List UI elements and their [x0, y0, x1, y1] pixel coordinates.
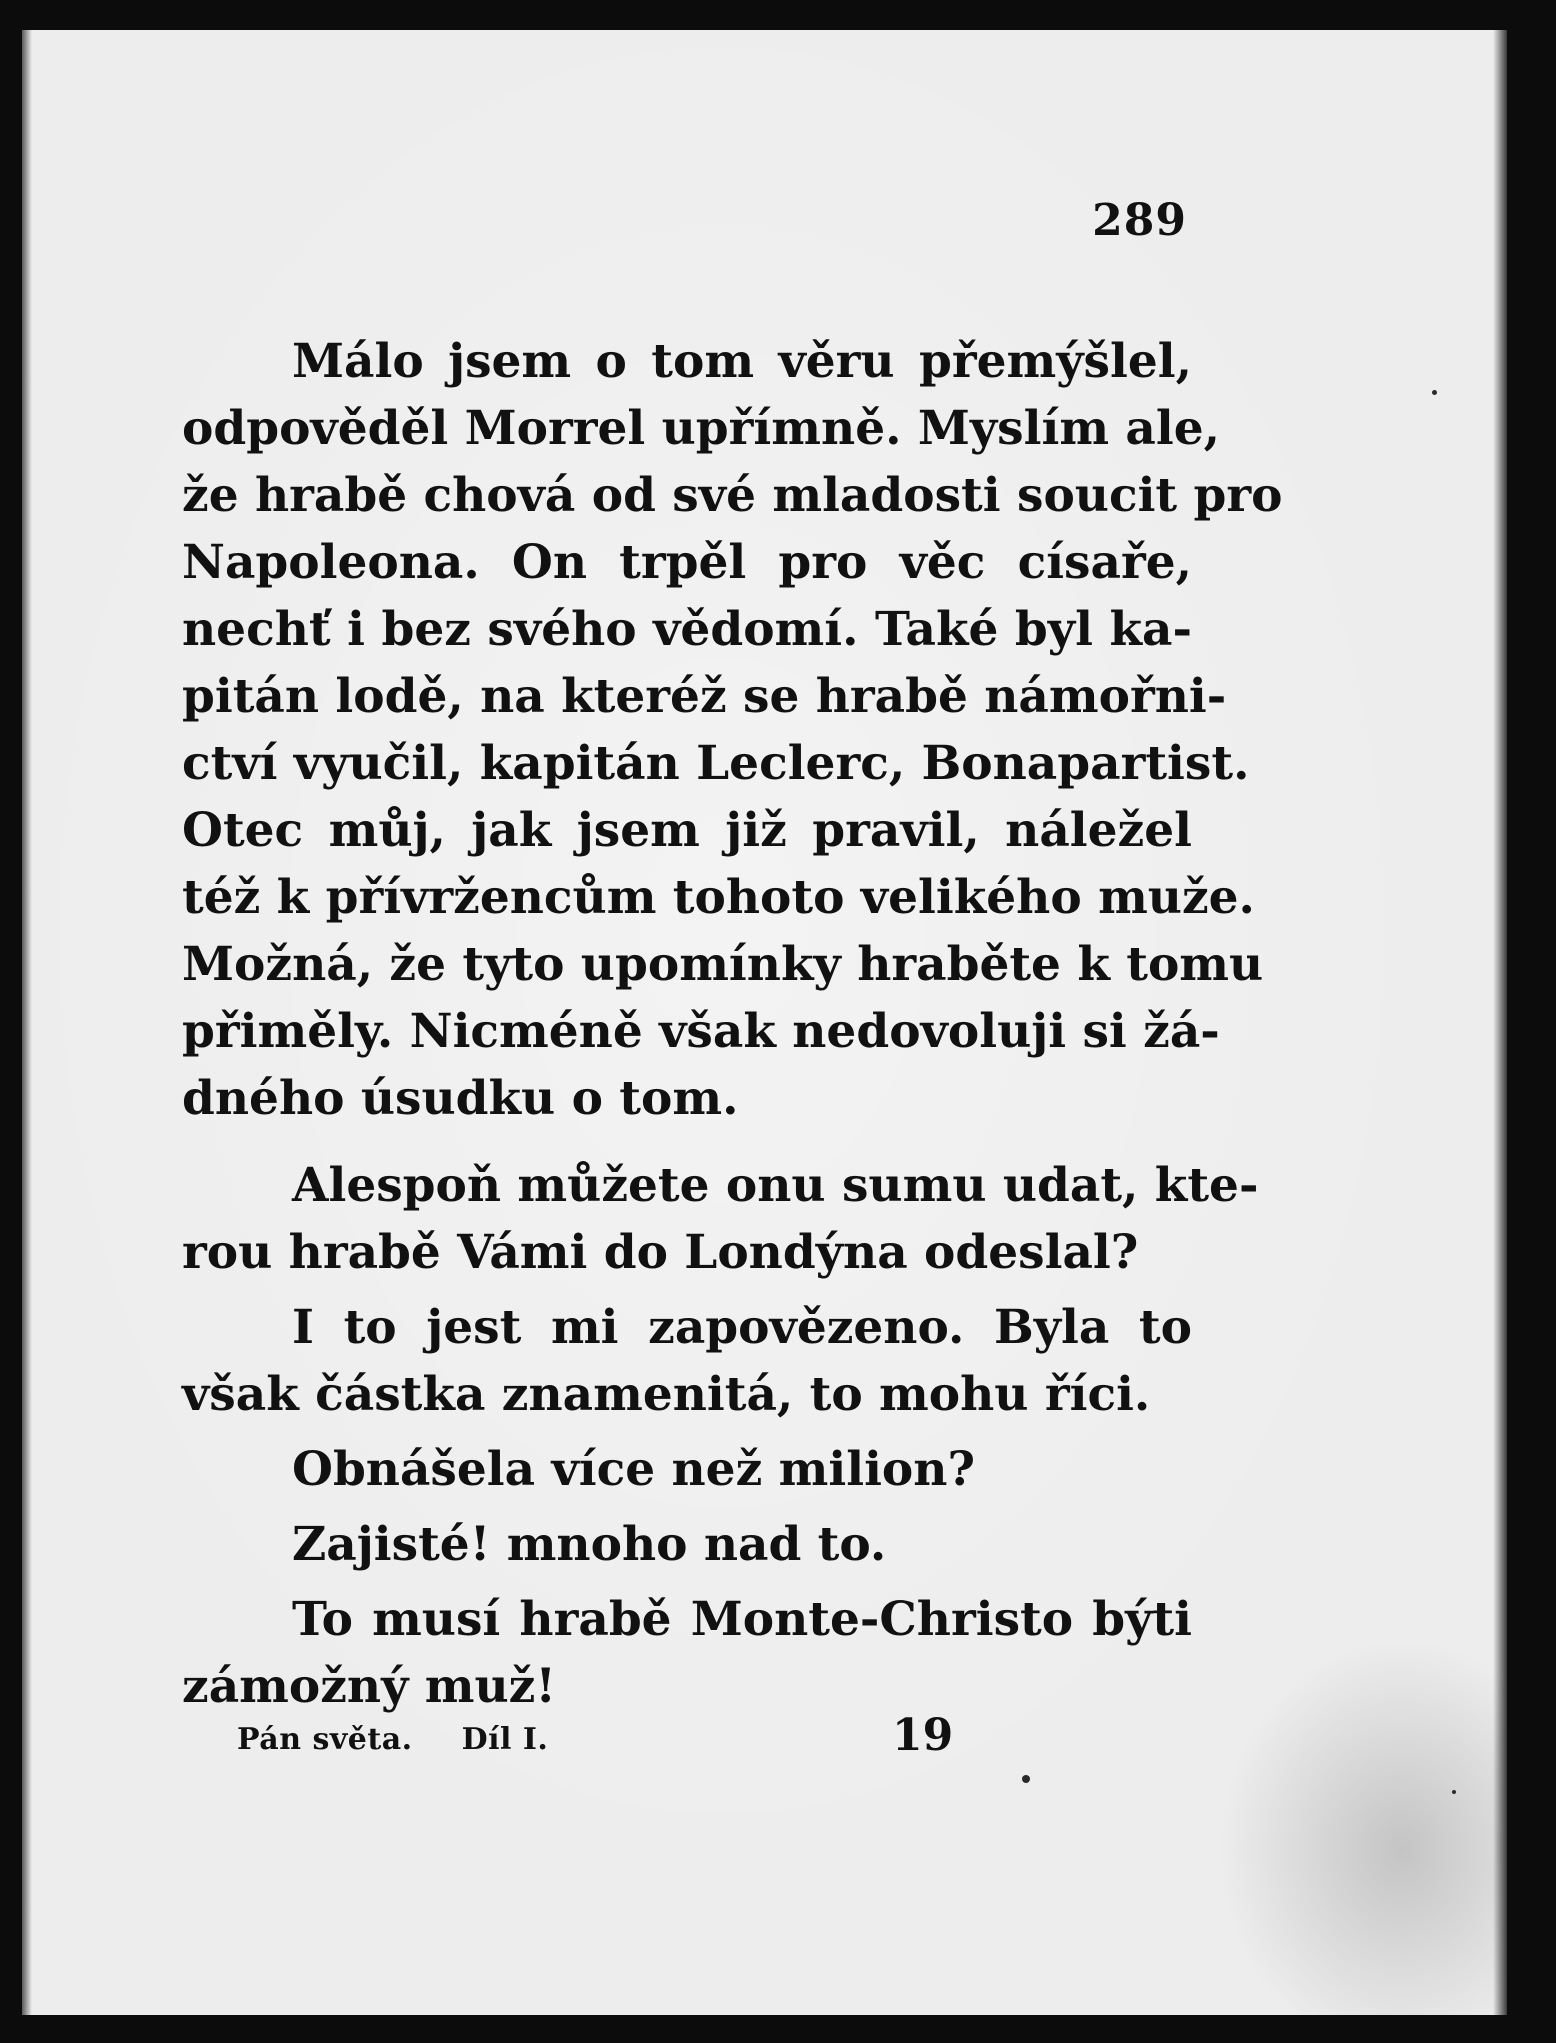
text-line: že hrabě chová od své mladosti soucit pro	[182, 468, 1283, 523]
paragraph-6	[182, 1586, 1192, 1720]
signature-mark	[237, 1722, 548, 1757]
ink-speck	[1022, 1775, 1030, 1783]
text-line: Obnášela více než milion?	[292, 1442, 975, 1497]
text-line: rou hrabě Vámi do Londýna odeslal?	[182, 1225, 1139, 1280]
text-line: pitán lodě, na kteréž se hrabě námořni-	[182, 669, 1227, 724]
text-line: však částka znamenitá, to mohu říci.	[182, 1367, 1151, 1422]
text-line: dného úsudku o tom.	[182, 1071, 739, 1126]
text-line: Napoleona. On trpěl pro věc císaře,	[182, 535, 1192, 590]
signature-volume: Díl I.	[461, 1722, 549, 1757]
ink-speck	[1452, 1790, 1456, 1794]
text-line: též k přívržencům tohoto velikého muže.	[182, 870, 1255, 925]
text-line: Alespoň můžete onu sumu udat, kte-	[292, 1158, 1259, 1213]
paragraph-5	[182, 1511, 1192, 1578]
page-edge-shadow-right	[1493, 30, 1507, 2015]
text-line: nechť i bez svého vědomí. Také byl ka-	[182, 602, 1192, 657]
book-page	[22, 30, 1507, 2015]
text-line: Málo jsem o tom věru přemýšlel,	[292, 334, 1192, 389]
text-line: odpověděl Morrel upřímně. Myslím ale,	[182, 401, 1220, 456]
text-line: zámožný muž!	[182, 1659, 556, 1714]
paragraph-2	[182, 1152, 1259, 1286]
signature-title: Pán světa.	[237, 1722, 413, 1757]
text-line: Zajisté! mnoho nad to.	[292, 1517, 887, 1572]
ink-speck	[1432, 390, 1437, 395]
body-text	[182, 328, 1283, 1720]
paragraph-1	[182, 328, 1283, 1132]
text-line: To musí hrabě Monte-Christo býti	[292, 1592, 1192, 1647]
text-line: ctví vyučil, kapitán Leclerc, Bonapartist.	[182, 736, 1250, 791]
text-line: I to jest mi zapovězeno. Byla to	[292, 1300, 1192, 1355]
page-number: 289	[1092, 195, 1187, 246]
page-edge-shadow-left	[22, 30, 32, 2015]
text-line: přiměly. Nicméně však nedovoluji si žá-	[182, 1004, 1220, 1059]
text-line: Možná, že tyto upomínky hraběte k tomu	[182, 937, 1264, 992]
text-line: Otec můj, jak jsem již pravil, náležel	[182, 803, 1192, 858]
sheet-number: 19	[892, 1710, 954, 1761]
paragraph-3	[182, 1294, 1192, 1428]
paragraph-4	[182, 1436, 1192, 1503]
